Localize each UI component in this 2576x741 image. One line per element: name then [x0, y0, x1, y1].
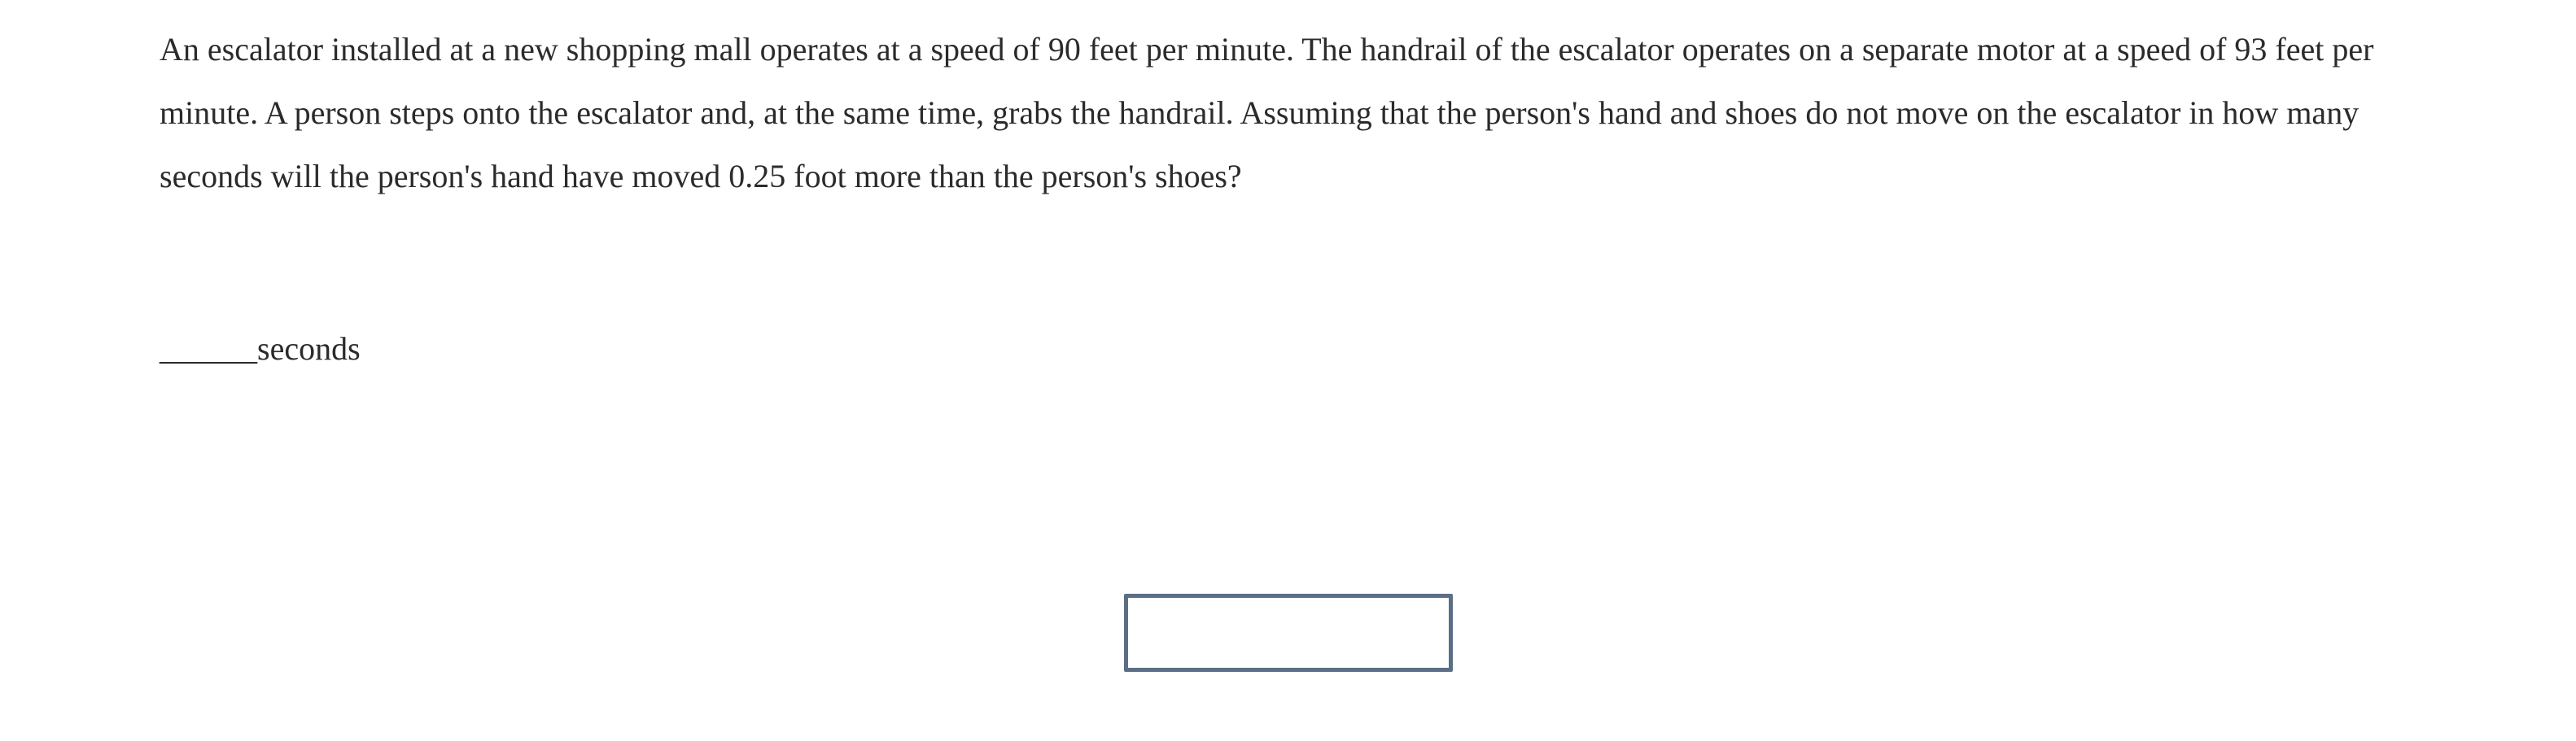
question-block [160, 18, 2406, 208]
answer-input[interactable] [1124, 594, 1453, 672]
answer-units-label: ______seconds [160, 330, 361, 367]
question-text: An escalator installed at a new shopping mall operates at a speed of 90 feet per minute. The handrail of the escalator operates on a separate motor at a speed of 93 feet per minute. A person steps onto the escalator and, at the same time, grabs the handrail. Assuming that the person's hand and shoes do not move on the escalator in how many seconds will the person's hand have moved 0.25 foot more than the person's shoes? [160, 31, 2382, 194]
